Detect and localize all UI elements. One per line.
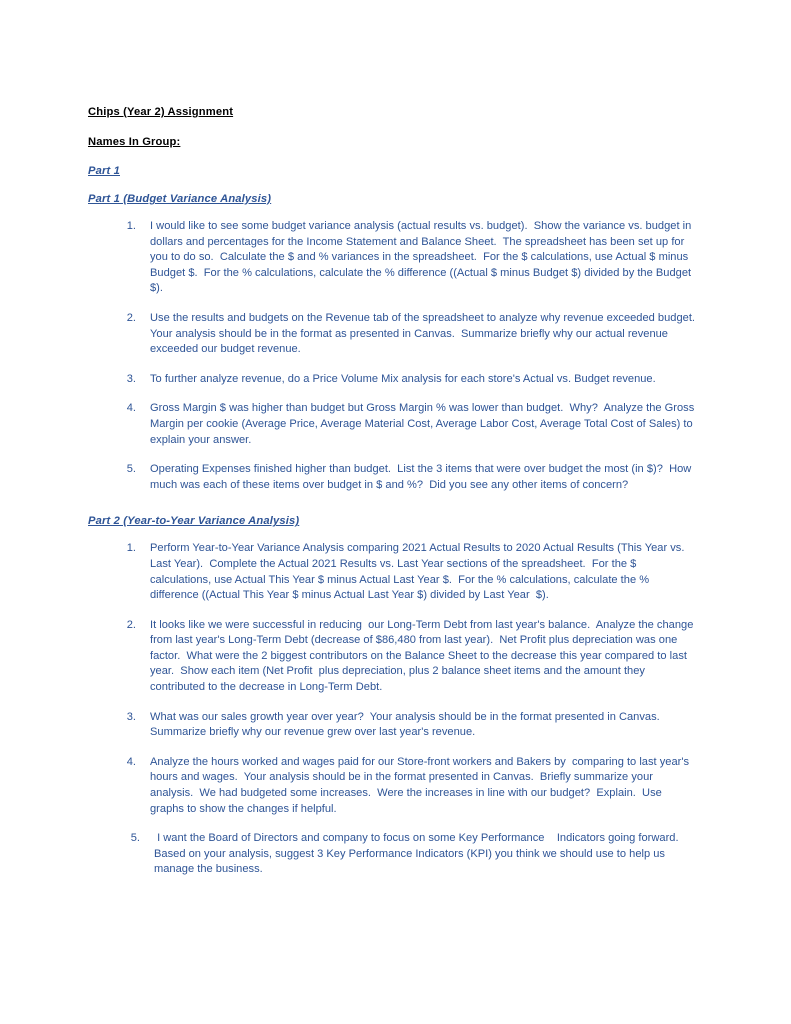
- list-item-number: 3.: [126, 372, 136, 385]
- list-item-number: 5.: [130, 832, 140, 845]
- list-item-number: 2.: [126, 618, 136, 631]
- list-item: [88, 831, 698, 878]
- list-item-number: 5.: [126, 463, 136, 476]
- list-item: [88, 541, 698, 603]
- list-item-text: I want the Board of Directors and company to focus on some Key Performance Indicators going forward. Based on your analysis, suggest 3 Key Performance Indicators (KPI) you think we should use to help us manage the business.: [154, 832, 685, 876]
- part-1-section-heading: Part 1 (Budget Variance Analysis): [88, 193, 272, 205]
- list-item-text: I would like to see some budget variance analysis (actual results vs. budget). Show the variance vs. budget in dollars and percentages for the Income Statement and Balance Sheet. The spreadsheet has been set up for you to do so. Calculate the $ and % variances in the spreadsheet. For the $ calculations, use Actual $ minus Budget $. For the % calculations, calculate the % difference ((Actual $ minus Budget $) divided by the Budget $).: [150, 220, 695, 295]
- list-item-text: Use the results and budgets on the Revenue tab of the spreadsheet to analyze why revenue exceeded budget. Your analysis should be in the format as presented in Canvas. Summarize briefly why our actual revenue exceeded our budget revenue.: [150, 311, 705, 356]
- list-item: [88, 618, 698, 696]
- part-1-question-list: [88, 219, 705, 493]
- section-spacer: [88, 493, 698, 513]
- names-in-group-label: Names In Group:: [88, 135, 181, 148]
- list-item-text: To further analyze revenue, do a Price Volume Mix analysis for each store's Actual vs. Budget revenue.: [150, 372, 656, 385]
- list-item-number: 4.: [126, 402, 136, 415]
- list-item-text: Operating Expenses finished higher than budget. List the 3 items that were over budget the most (in $)? How much was each of these items over budget in $ and %? Did you see any other items of concern?: [150, 463, 695, 491]
- list-item-text: What was our sales growth year over year? Your analysis should be in the format presented in Canvas. Summarize briefly why our revenue grew over last year's revenue.: [150, 710, 666, 739]
- list-item-number: 1.: [126, 220, 136, 232]
- list-item-text: Perform Year-to-Year Variance Analysis comparing 2021 Actual Results to 2020 Actual Results (This Year vs. Last Year). Complete the Actual 2021 Results vs. Last Year sections of the spreadsheet. For the $ calculations, use Actual This Year $ minus Actual Last Year $. For the % calculations, calculate the % difference ((Actual This Year $ minus Actual Last Year $) divided by Last Year $).: [150, 542, 688, 602]
- part-1-label: Part 1: [88, 165, 120, 177]
- list-item: [88, 401, 698, 448]
- list-item: [88, 219, 698, 297]
- names-in-group-row: [88, 134, 698, 149]
- list-item-number: 2.: [126, 311, 136, 324]
- list-item-number: 1.: [126, 542, 136, 555]
- list-item-text: Gross Margin $ was higher than budget but Gross Margin % was lower than budget. Why? Analyze the Gross Margin per cookie (Average Price, Average Material Cost, Average Labor Cost, Average Total Cost of Sales) to explain your answer.: [150, 402, 698, 446]
- list-item-text: Analyze the hours worked and wages paid for our Store-front workers and Bakers by comparing to last year's hours and wages. Your analysis should be in the format presented in Canvas. Briefly summarize your analysis. We had budgeted some increases. Were the increases in line with our budget? Explain. Use graphs to show the changes if helpful.: [150, 755, 693, 815]
- list-item: [88, 462, 698, 493]
- document-body: [88, 104, 705, 878]
- document-title-row: [88, 104, 698, 119]
- part-2-question-list: [88, 541, 698, 878]
- part-1-label-row: [88, 163, 698, 178]
- list-item: [88, 710, 698, 741]
- part-1-section-heading-row: [88, 191, 698, 206]
- list-item: [88, 755, 698, 817]
- list-item-text: It looks like we were successful in reducing our Long-Term Debt from last year's balance. Analyze the change from last year's Long-Term Debt (decrease of $86,480 from last year). Net Profit plus depreciation was one factor. What were the 2 biggest contributors on the Balance Sheet to the decrease this year compared to last year. Show each item (Net Profit plus depreciation, plus 2 balance sheet items and the amount they contributed to the decrease in Long-Term Debt.: [150, 618, 697, 694]
- list-item: [88, 372, 698, 388]
- part-2-section-heading: Part 2 (Year-to-Year Variance Analysis): [88, 515, 300, 528]
- page-title: Chips (Year 2) Assignment: [88, 106, 234, 118]
- list-item: [88, 311, 705, 358]
- list-item-number: 4.: [126, 755, 136, 768]
- list-item-number: 3.: [126, 710, 136, 723]
- part-2-section-heading-row: [88, 513, 698, 528]
